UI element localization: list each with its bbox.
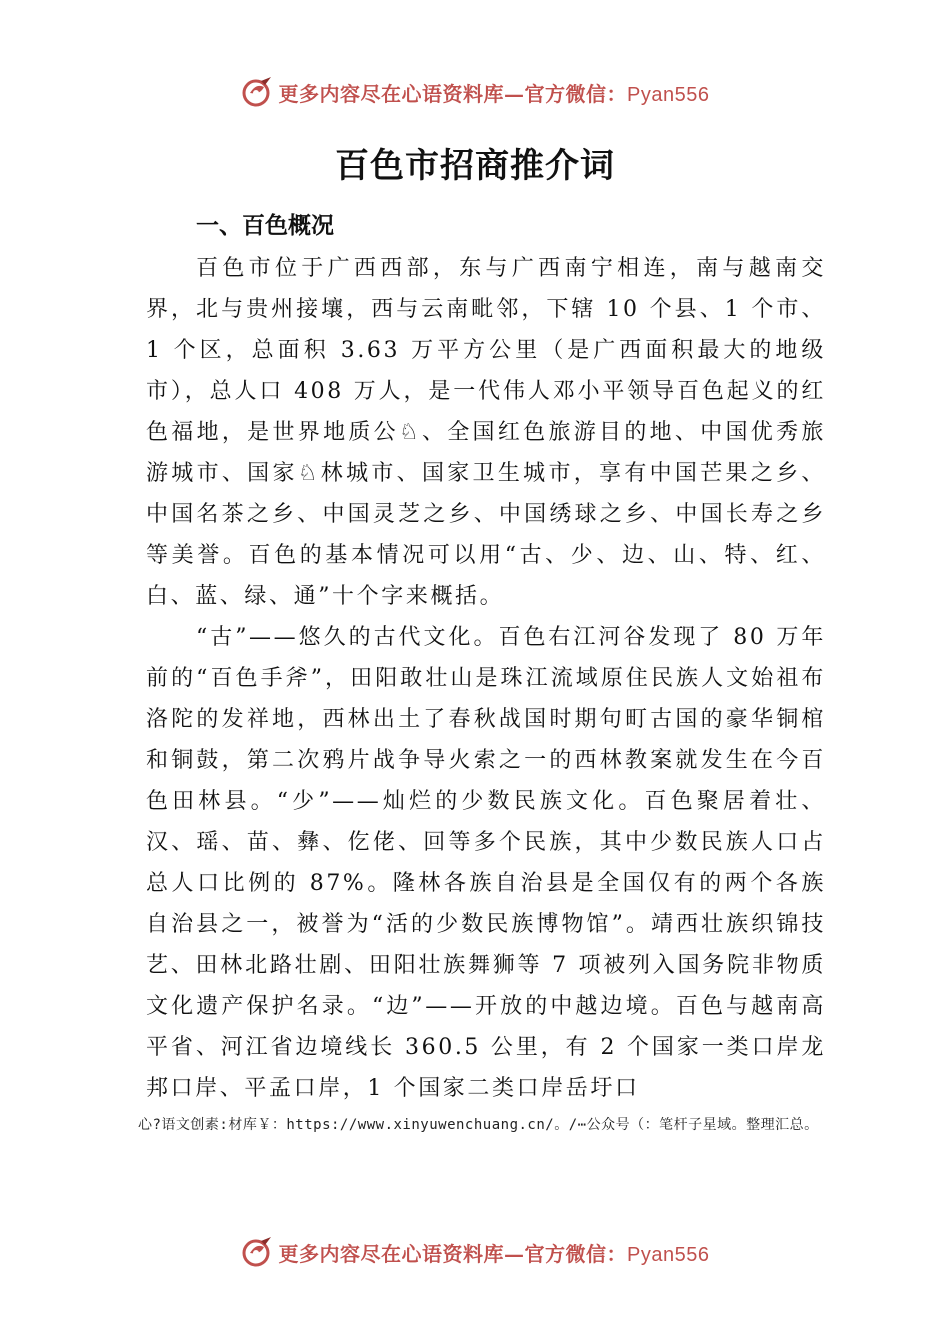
document-body [146,248,826,1109]
footer-note: 心?语文创素:材库￥：https://www.xinyuwenchuang.cn/。/⋯公众号（：笔杆子星域。整理汇总。 [138,1117,819,1133]
paragraph-overview: 百色市位于广西西部，东与广西南宁相连，南与越南交界，北与贵州接壤，西与云南毗邻，下辖 10 个县、1 个市、1 个区，总面积 3.63 万平方公里（是广西面积最大的地级市），总人口 408 万人，是一代伟人邓小平领导百色起义的红色福地，是世界地质公♘、全国红色旅游目的地、中国优秀旅游城市、国家♘林城市、国家卫生城市，享有中国芒果之乡、中国名茶之乡、中国灵芝之乡、中国绣球之乡、中国长寿之乡等美誉。百色的基本情况可以用“古、少、边、山、特、红、白、蓝、绿、通”十个字来概括。 [146,256,826,609]
banner-text: 更多内容尽在心语资料库—官方微信：Pyan556 [278,81,710,106]
header-banner [0,72,950,112]
banner-text: 更多内容尽在心语资料库—官方微信：Pyan556 [278,1241,710,1266]
logo-icon [241,75,275,109]
section-heading: 一、百色概况 [196,213,334,239]
paragraph-history: “古”——悠久的古代文化。百色右江河谷发现了 80 万年前的“百色手斧”，田阳敢壮山是珠江流域原住民族人文始祖布洛陀的发祥地，西林出土了春秋战国时期句町古国的豪华铜棺和铜鼓，第二次鸦片战争导火索之一的西林教案就发生在今百色田林县。“少”——灿烂的少数民族文化。百色聚居着壮、汉、瑶、苗、彝、仡佬、回等多个民族，其中少数民族人口占总人口比例的 87%。隆林各族自治县是全国仅有的两个各族自治县之一，被誉为“活的少数民族博物馆”。靖西壮族织锦技艺、田林北路壮剧、田阳壮族舞狮等 7 项被列入国务院非物质文化遗产保护名录。“边”——开放的中越边境。百色与越南高平省、河江省边境线长 360.5 公里，有 2 个国家一类口岸龙邦口岸、平孟口岸，1 个国家二类口岸岳圩口 [146,625,826,1101]
document-title: 百色市招商推介词 [335,146,615,186]
banner-wechat-id: Pyan556 [627,1243,710,1266]
footer-banner [0,1232,950,1272]
logo-icon [241,1235,275,1269]
banner-wechat-id: Pyan556 [627,83,710,106]
